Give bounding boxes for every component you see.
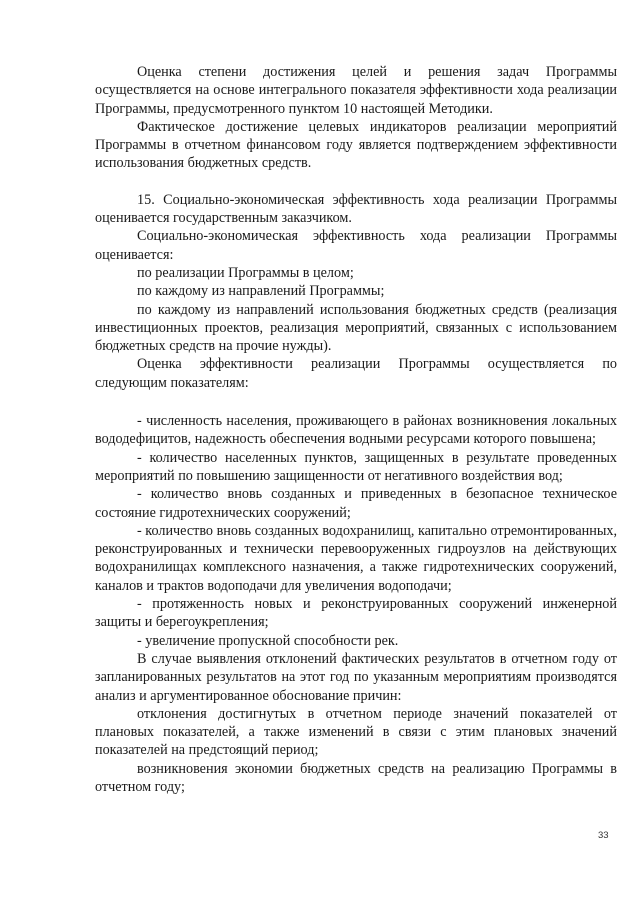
paragraph: Оценка эффективности реализации Программы осуществляется по следующим показателям: bbox=[95, 356, 617, 391]
indicator-item: - протяженность новых и реконструированных сооружений инженерной защиты и берегоукрепления; bbox=[95, 596, 617, 631]
document-body bbox=[95, 63, 617, 796]
list-item: по каждому из направлений Программы; bbox=[137, 283, 385, 300]
page-number: 33 bbox=[598, 830, 609, 841]
reason-item: отклонения достигнутых в отчетном периоде значений показателей от плановых показателей, а также изменений в связи с этим плановых значений показателей на предстоящий период; bbox=[95, 705, 617, 759]
spacer bbox=[95, 173, 617, 191]
list-item: по каждому из направлений использования бюджетных средств (реализация инвестиционных проектов, реализация мероприятий, связанных с использованием бюджетных средств на прочие нужды). bbox=[95, 301, 617, 355]
indicator-item: - количество вновь созданных и приведенных в безопасное техническое состояние гидротехнических сооружений; bbox=[95, 486, 617, 521]
indicator-item: - количество вновь созданных водохранилищ, капитально отремонтированных, реконструированных и технически перевооруженных гидроузлов на действующих водохранилищах комплексного назначения, а также гидротехнических сооружений, каналов и трактов водоподачи для увеличения водоподачи; bbox=[95, 522, 617, 594]
paragraph: Фактическое достижение целевых индикаторов реализации мероприятий Программы в отчетном финансовом году является подтверждением эффективности использования бюджетных средств. bbox=[95, 118, 617, 172]
paragraph: Социально-экономическая эффективность хода реализации Программы оценивается: bbox=[95, 228, 617, 263]
reason-item: возникновения экономии бюджетных средств на реализацию Программы в отчетном году; bbox=[95, 760, 617, 795]
paragraph: Оценка степени достижения целей и решения задач Программы осуществляется на основе интегрального показателя эффективности хода реализации Программы, предусмотренного пунктом 10 настоящей Методики. bbox=[95, 64, 617, 117]
indicator-item: - количество населенных пунктов, защищенных в результате проведенных мероприятий по повышению защищенности от негативного воздействия вод; bbox=[95, 449, 617, 484]
list-item: по реализации Программы в целом; bbox=[137, 264, 354, 281]
spacer bbox=[95, 392, 617, 412]
indicator-item: - численность населения, проживающего в районах возникновения локальных вододефицитов, надежность обеспечения водными ресурсами которого повышена; bbox=[95, 413, 617, 448]
paragraph: В случае выявления отклонений фактических результатов в отчетном году от запланированных результатов на этот год по указанным мероприятиям производятся анализ и аргументированное обоснование причин: bbox=[95, 650, 617, 704]
indicator-item: - увеличение пропускной способности рек. bbox=[137, 632, 399, 649]
section-15-paragraph: 15. Социально-экономическая эффективность хода реализации Программы оценивается государственным заказчиком. bbox=[95, 191, 617, 227]
